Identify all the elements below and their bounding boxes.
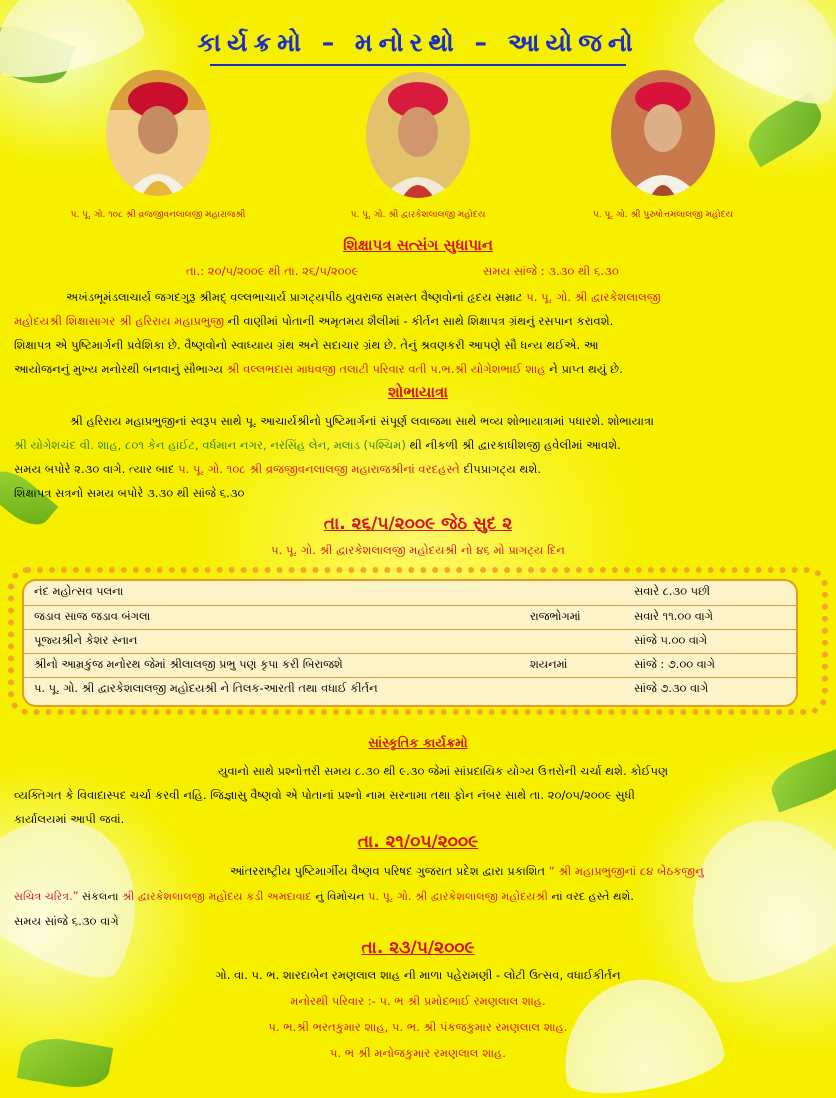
text: દીપપ્રાગટ્ય થશે. [463,462,542,476]
section-heading-date-23 [0,938,836,958]
paragraph-line: શિક્ષાપત્ર એ પુષ્ટિમાર્ગની પ્રવેશિકા છે. વૈષ્ણવોનો સ્વાધ્યાય ગ્રંથ અને સદાચાર ગ્રંથ છે. તેનું શ્રવણકરી આપણે સૌ ધન્ય થઈએ. આ [14,338,599,352]
highlight-text: મહોદયશ્રી શિક્ષાસાગર શ્રી હરિરાય મહાપ્રભુજી [14,314,225,328]
highlight-text: સચિત્ર ચરિત્ર.” [14,890,79,903]
portrait-caption: પ. પૂ. ગો. શ્રી દ્વારકેશલાલજી મહોદય [350,210,486,220]
highlight-text: પ. પૂ. ગો. શ્રી દ્વારકેશલાલજી મહોદયશ્રી [368,890,548,903]
time-text: સમય સાંજે : ૩.૩૦ થી ૬.૩૦ [483,264,619,278]
event-text: પ. પૂ. ગો. શ્રી દ્વારકેશલાલજી મહોદયશ્રી ને તિલક-આરતી તથા વધાઈ કીર્તન [34,681,378,695]
manorathi-line: પ. ભ.શ્રી ભરતકુમાર શાહ, પ. ભ. શ્રી પંકજકુમાર રમણલાલ શાહ. [268,1020,568,1034]
programme-table [22,579,798,707]
time-text: સવારે ૧૧.૦૦ વાગે [634,609,713,623]
portrait-vrajjivanlalji [106,70,210,196]
programme-row [24,629,796,652]
section-heading-text: શોભાયાત્રા [388,383,448,401]
place-text: શયનમાં [530,657,568,671]
highlight-text: શ્રી દ્વારકેશલાલજી મહોદય કડી અમદાવાદ [122,890,312,903]
time-text: સાંજે ૭.૩૦ વાગે [634,681,709,695]
paragraph-line: યુવાનો સાથે પ્રશ્નોત્તરી સમય ૮.૩૦ થી ૯.૩૦ જેમાં સાંપ્રદાયિક યોગ્ય ઉત્તરોની ચર્ચા થશે. કોઈપણ [218,764,669,778]
section-heading-text: તા. ૨૬/૫/૨૦૦૯ જેઠ સુદ ૨ [323,514,513,534]
leaf-decoration [17,1033,114,1094]
highlight-text: “ શ્રી મહાપ્રભુજીનાં ૮૪ બેઠકજીનુ [548,864,704,878]
paragraph-line: શિક્ષાપત્ર સત્રનો સમય બપોરે ૩.૩૦ થી સાંજે ૬.૩૦ [14,486,245,500]
text: નું વિમોચન [315,890,365,903]
text: નાં વરદ હસ્તે થશે. [551,890,634,903]
text: સમય બપોરે ૨.૩૦ વાગે. ત્યાર બાદ [14,462,175,476]
paragraph-line: શ્રી હરિરાય મહાપ્રભુજીનાં સ્વરૂપ સાથે પૂ. આચાર્યશ્રીનો પુષ્ટિમાર્ગનાં સંપૂર્ણ લવાજમા સાથે ભવ્ય શોભાયાત્રામાં પધારશે. શોભાયાત્રા [70,414,654,428]
portrait-purushottamlalji [611,70,715,196]
highlight-text: પ. પૂ. ગો. શ્રી દ્વારકેશલાલજી [526,290,661,304]
dates-text: તા.: ૨૦/૫/૨૦૦૯ થી તા. ૨૬/૫/૨૦૦૯ [186,264,359,278]
programme-row [24,605,796,628]
paragraph-line [230,860,830,882]
event-text: નંદ મહોત્સવ પલના [34,584,124,598]
programme-row [24,677,796,700]
address-text: શ્રી યોગેશચંદ વી. શાહ, ૮૦૧ કેન હાઈટ, વર્ધમાન નગર, નરસિંહ લેન, મલાડ (પશ્ચિમ) [14,438,406,452]
highlight-text: શ્રી વલ્લભદાસ માધવજી તલાટી પરિવાર વતી પ.ભ.શ્રી યોગેશભાઈ શાહ [226,362,546,376]
text: ની વાણીમાં પોતાની અમૃતમય શૈલીમાં - કીર્તન સાથે શિક્ષાપત્ર ગ્રંથનું રસપાન કરાવશે. [227,314,614,328]
portrait-caption: પ. પૂ. ગો. શ્રી પુરુષોત્તમલાલજી મહોદય [592,210,734,220]
text: સંકલના [82,890,119,903]
title-underline [210,64,626,66]
time-text: સવારે ૮.૩૦ પછી [634,584,711,598]
manorathi-line: પ. ભ શ્રી મનોજકુમાર રમણલાલ શાહ. [330,1046,506,1060]
section-heading-date-21 [0,832,836,852]
portrait-caption: પ. પૂ. ગો. ૧૦૮ શ્રી વ્રજજીવનલાલજી મહારાજશ્રી [70,210,246,220]
manorathi-line: મનોરથી પરિવાર :- પ. ભ શ્રી પ્રમોદભાઈ રમણલાલ શાહ. [290,994,546,1008]
paragraph-line [14,434,824,456]
subheading-pragatya-din: પ. પૂ. ગો. શ્રી દ્વારકેશલાલજી મહોદયશ્રી નો ૪૬ મો પ્રાગટ્ય દિન [271,543,565,557]
programme-row [24,581,796,603]
event-text: પૂજ્યશ્રીને કેશર સ્નાન [34,633,138,647]
lily-petal-decoration [686,0,836,117]
paragraph-line [66,286,826,308]
event-text: શ્રીનો આમ્રકુંજ મનોરથ જેમાં શ્રીલાલજી પ્રભુ પણ કૃપા કરી બિરાજશે [34,657,343,671]
section-heading-text: શિક્ષાપત્ર સત્સંગ સુધાપાન [343,236,493,254]
text: થી નીકળી શ્રી દ્વારકાધીશજી હવેલીમાં આવશે. [409,438,621,452]
portrait-dwarkeshlalji [366,72,470,198]
programme-row [24,653,796,676]
section-heading-text: સાંસ્કૃતિક કાર્યક્રમો [368,736,468,751]
text: અખંડભૂમંડલાચાર્ય જગદગુરૂ શ્રીમદ્ વલ્લભાચાર્ય પ્રાગટ્યપીઠ યુવરાજ સમસ્ત વૈષ્ણવોનાં હૃદય સમ્રાટ [66,290,523,304]
event-text: જડાવ સાજ જડાવ બંગલા [34,609,151,623]
section-heading-date-26 [0,514,836,534]
section-heading-text: તા. ૨૩/૫/૨૦૦૯ [361,938,475,958]
time-text: સાંજે ૫.૦૦ વાગે [634,633,708,647]
mala-line: ગો. વા. પ. ભ. શારદાબેન રમણલાલ શાહ ની માળા પહેરામણી - લોટી ઉત્સવ, વધાઈકીર્તન [215,968,621,982]
paragraph-line [14,310,824,332]
paragraph-line [14,458,824,480]
paragraph-line: કાર્યાલયમાં આપી જવાં. [14,812,125,826]
text: ને પ્રાપ્ત થયું છે. [549,362,623,376]
section-heading-shobhayatra [0,383,836,401]
text: આયોજનનું મુખ્ય મનોરથી બનવાનું સૌભાગ્ય [14,362,223,376]
section-heading-shikshapatra [0,236,836,254]
paragraph-line: વ્યક્તિગત કે વિવાદાસ્પદ ચર્ચા કરવી નહિ. જિજ્ઞાસુ વૈષ્ણવો એ પોતાનાં પ્રશ્નો નામ સરનામા તથા ફોન નંબર સાથે તા. ૨૦/૦૫/૨૦૦૯ સુધી [14,788,635,802]
paragraph-line [14,358,824,380]
text: આંતરરાષ્ટ્રીય પુષ્ટિમાર્ગીય વૈષ્ણવ પરિષદ ગુજરાત પ્રદેશ દ્વારા પ્રકાશિત [230,864,546,878]
paragraph-line: સમય સાંજે ૬.૩૦ વાગે [14,914,119,928]
time-text: સાંજે : ૭.૦૦ વાગે [634,657,715,671]
page-title: કાર્યક્રમો – મનોરથો – આયોજનો [197,28,639,57]
paragraph-line [14,886,829,908]
section-heading-sanskrutik [0,736,836,751]
place-text: રાજભોગમાં [530,609,581,623]
highlight-text: પ. પૂ. ગો. ૧૦૮ શ્રી વ્રજજીવનલાલજી મહારાજશ્રીનાં વરદહસ્તે [178,462,460,476]
section-heading-text: તા. ૨૧/૦૫/૨૦૦૯ [357,832,479,852]
